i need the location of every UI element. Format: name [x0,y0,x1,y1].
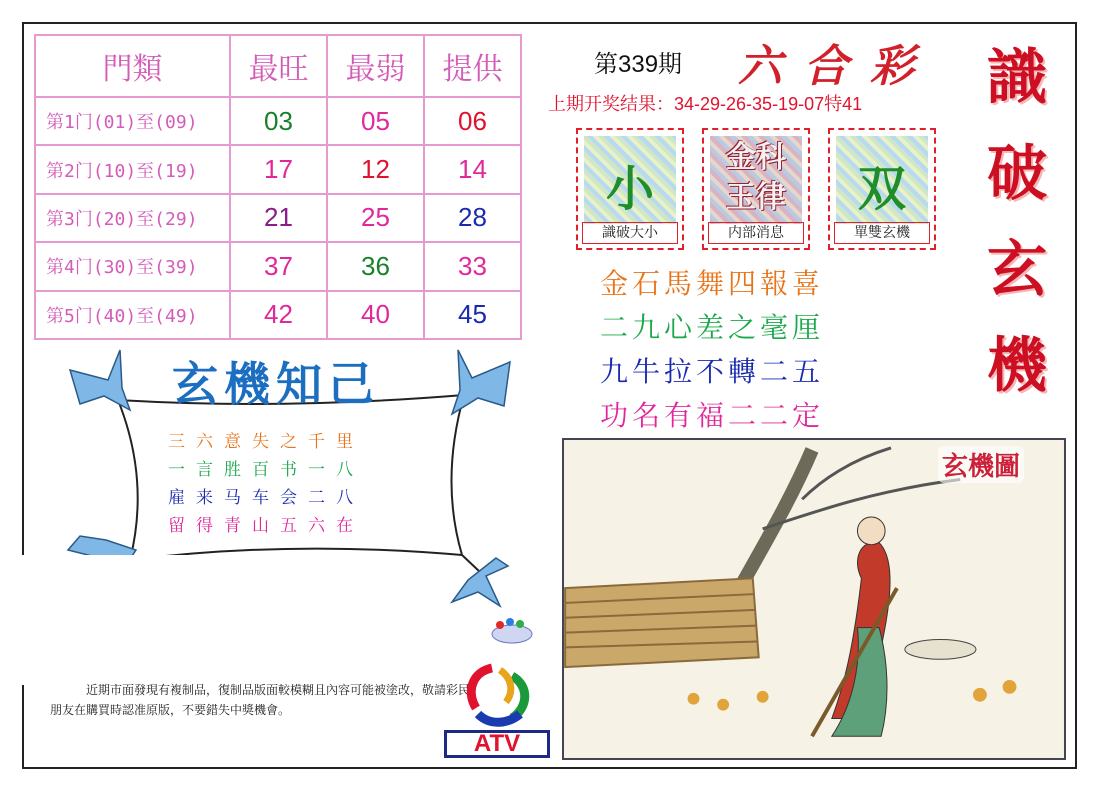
table-cell: 03 [230,97,327,145]
table-cell: 42 [230,291,327,339]
header-coldest: 最弱 [327,35,424,97]
brand-title: 六合彩 [738,41,936,92]
title-char: 識 [987,43,1047,113]
disclaimer: 近期市面發現有複制品，復制品版面較模糊且內容可能被塗改，敬請彩民朋友在購買時認准原版，不要錯失中獎機會。 [50,683,471,717]
box-glyph: 小 [605,161,654,217]
table-cell: 12 [327,145,424,193]
scroll-verses [168,428,418,540]
box-caption: 識破大小 [582,222,678,244]
atv-label: ATV [444,730,550,758]
table-cell: 21 [230,194,327,242]
illustration-picture [562,438,1066,760]
table-cell: 28 [424,194,521,242]
table-cell: 06 [424,97,521,145]
box-caption: 内部消息 [708,222,804,244]
table-cell: 40 [327,291,424,339]
box-glyph: 金科玉律 [726,140,786,215]
box-odd-even[interactable] [828,128,936,250]
table-cell: 37 [230,242,327,290]
picture-label: 玄機圖 [938,446,1024,483]
verse-line: 三六意失之千里 [168,432,364,452]
box-glyph: 双 [857,161,906,217]
vertical-title [972,30,1062,414]
row-label: 第2门(10)至(19) [35,145,230,193]
box-caption: 單雙玄機 [834,222,930,244]
header-category: 門類 [35,35,230,97]
blank-area [20,555,280,685]
verse-line: 雇来马车会二八 [168,488,364,508]
table-cell: 33 [424,242,521,290]
table-cell: 05 [327,97,424,145]
poem-line: 功名有福二二定 [600,399,825,432]
table-cell: 45 [424,291,521,339]
row-label: 第4门(30)至(39) [35,242,230,290]
table-row [35,145,521,193]
table-row [35,291,521,339]
lottery-logo [488,616,536,646]
poem-line: 九牛拉不轉二五 [600,355,825,388]
row-label: 第5门(40)至(49) [35,291,230,339]
table-row [35,242,521,290]
stats-table [34,34,522,340]
poem-line: 金石馬舞四報喜 [600,267,825,300]
header-hottest: 最旺 [230,35,327,97]
table-row [35,194,521,242]
verse-line: 留得青山五六在 [168,516,364,536]
header-provided: 提供 [424,35,521,97]
table-cell: 14 [424,145,521,193]
row-label: 第3门(20)至(29) [35,194,230,242]
row-label: 第1门(01)至(09) [35,97,230,145]
table-row [35,97,521,145]
title-char: 機 [987,331,1047,401]
last-result: 上期开奖结果：34-29-26-35-19-07特41 [548,94,863,114]
poem [600,262,920,438]
poem-line: 二九心差之毫厘 [600,311,825,344]
table-cell: 17 [230,145,327,193]
box-size[interactable] [576,128,684,250]
table-header-row [35,35,521,97]
box-inside-info[interactable] [702,128,810,250]
issue-number: 第339期 [594,51,683,78]
table-cell: 36 [327,242,424,290]
title-char: 玄 [987,235,1047,305]
scroll-title: 玄機知己 [172,357,380,411]
table-cell: 25 [327,194,424,242]
title-char: 破 [987,139,1047,209]
verse-line: 一言胜百书一八 [168,460,364,480]
